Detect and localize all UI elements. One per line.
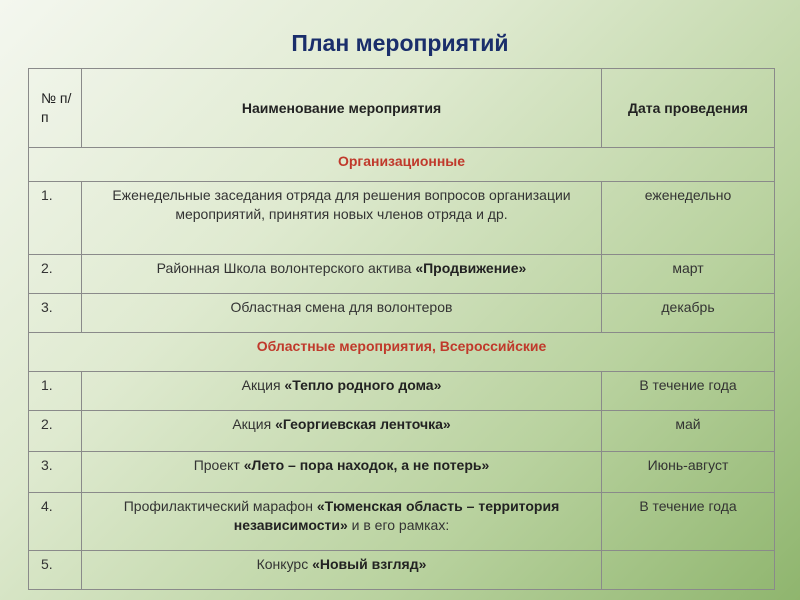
table-row: [29, 411, 775, 452]
table-row: [29, 551, 775, 590]
row-name: Акция «Георгиевская ленточка»: [82, 411, 602, 452]
row-num: 2.: [29, 255, 82, 294]
row-num: 2.: [29, 411, 82, 452]
row-date: еженедельно: [602, 182, 775, 255]
row-date: декабрь: [602, 294, 775, 333]
table-row: [29, 294, 775, 333]
row-name: Областная смена для волонтеров: [82, 294, 602, 333]
row-num: 5.: [29, 551, 82, 590]
row-name: Районная Школа волонтерского актива «Продвижение»: [82, 255, 602, 294]
section-row: [29, 333, 775, 372]
row-date: март: [602, 255, 775, 294]
row-name: Профилактический марафон «Тюменская область – территория независимости» и в его рамках:: [82, 493, 602, 551]
table-header-row: [29, 69, 775, 148]
table-row: [29, 493, 775, 551]
header-date: Дата проведения: [602, 69, 775, 148]
row-name: Проект «Лето – пора находок, а не потерь»: [82, 452, 602, 493]
row-num: 3.: [29, 452, 82, 493]
row-date: Июнь-август: [602, 452, 775, 493]
row-name: Акция «Тепло родного дома»: [82, 372, 602, 411]
events-table: [28, 68, 775, 590]
row-num: 3.: [29, 294, 82, 333]
section-title: Организационные: [29, 148, 775, 182]
row-date: В течение года: [602, 372, 775, 411]
row-num: 4.: [29, 493, 82, 551]
header-num: № п/п: [29, 69, 82, 148]
row-name: Конкурс «Новый взгляд»: [82, 551, 602, 590]
row-date: В течение года: [602, 493, 775, 551]
row-date: [602, 551, 775, 590]
table-row: [29, 255, 775, 294]
row-date: май: [602, 411, 775, 452]
table-row: [29, 372, 775, 411]
table-row: [29, 182, 775, 255]
section-row: [29, 148, 775, 182]
table-row: [29, 452, 775, 493]
page-title: План мероприятий: [291, 30, 509, 56]
row-num: 1.: [29, 182, 82, 255]
section-title: Областные мероприятия, Всероссийские: [29, 333, 775, 372]
header-name: Наименование мероприятия: [82, 69, 602, 148]
row-name: Еженедельные заседания отряда для решения вопросов организации мероприятий, принятия новых членов отряда и др.: [82, 182, 602, 255]
row-num: 1.: [29, 372, 82, 411]
